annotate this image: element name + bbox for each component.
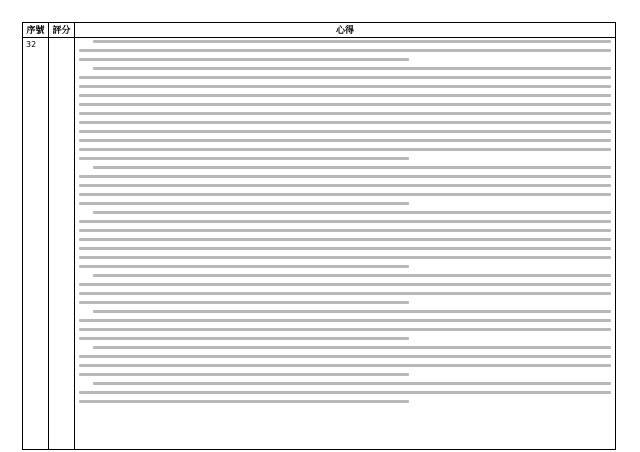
- header-score: 評分: [49, 23, 75, 38]
- text-paragraph: [79, 310, 611, 340]
- reflection-sheet: [22, 22, 616, 450]
- text-paragraph: [79, 274, 611, 304]
- text-paragraph: [79, 346, 611, 376]
- header-reflection: 心得: [75, 23, 616, 38]
- table-header-row: [23, 23, 616, 38]
- text-paragraph: [79, 166, 611, 205]
- text-paragraph: [79, 67, 611, 160]
- row-number: 32: [23, 38, 49, 450]
- reflection-table: [22, 22, 616, 450]
- table-row: [23, 38, 616, 450]
- header-number: 序號: [23, 23, 49, 38]
- row-score: [49, 38, 75, 450]
- reflection-text: [75, 38, 616, 450]
- text-paragraph: [79, 40, 611, 61]
- text-paragraph: [79, 211, 611, 268]
- text-paragraph: [79, 382, 611, 403]
